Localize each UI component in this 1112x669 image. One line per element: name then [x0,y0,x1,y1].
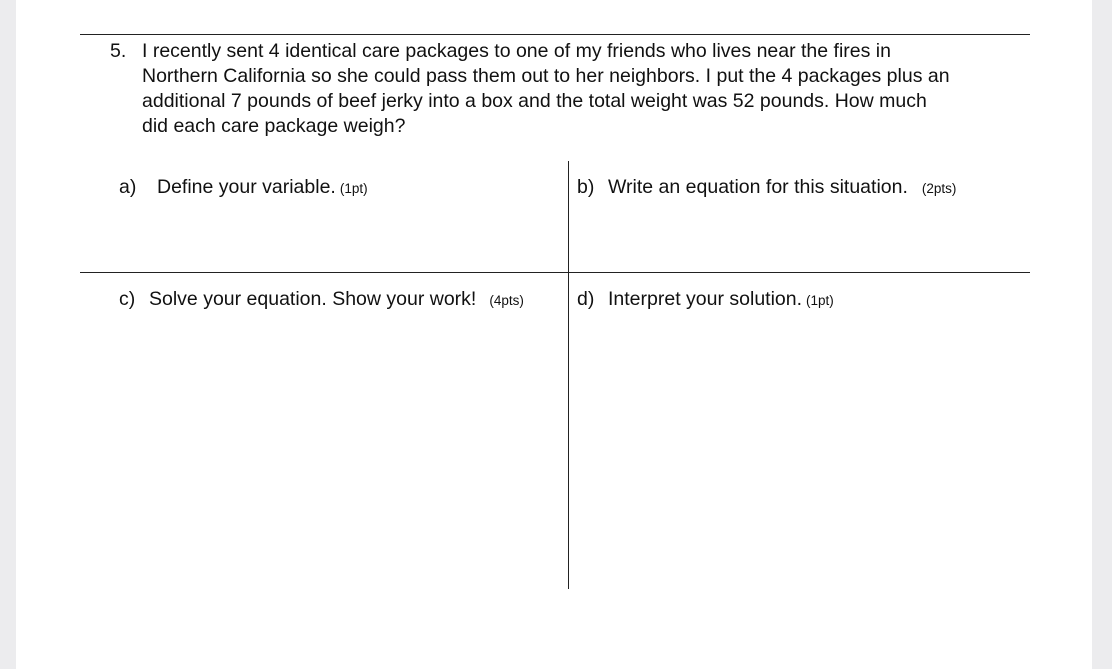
part-b-points: (2pts) [921,181,957,196]
part-d [577,287,834,313]
part-b-prompt: Write an equation for this situation. [608,176,908,198]
part-c-letter: c) [119,288,136,310]
vertical-divider [568,161,569,589]
part-b [577,175,956,201]
horizontal-divider [80,272,1030,273]
part-d-prompt: Interpret your solution. [608,288,803,310]
part-c-prompt: Solve your equation. Show your work! [149,288,477,310]
question-line: Northern California so she could pass them out to her neighbors. I put the 4 packages plus an [142,65,950,87]
part-d-points: (1pt) [806,293,834,308]
part-a-prompt: Define your variable. [157,176,336,198]
question-line: additional 7 pounds of beef jerky into a box and the total weight was 52 pounds. How much [142,90,927,112]
part-a-points: (1pt) [339,181,368,196]
part-d-letter: d) [577,288,595,310]
question-line: did each care package weigh? [142,115,406,137]
part-b-letter: b) [577,176,595,198]
question-line: I recently sent 4 identical care packages to one of my friends who lives near the fires in [142,40,891,62]
part-c-points: (4pts) [489,293,524,308]
part-a [119,175,368,201]
part-a-letter: a) [119,176,137,198]
worksheet-page [16,0,1092,669]
part-c [119,287,524,313]
question-text [142,39,1032,139]
question-number: 5. [110,40,127,62]
top-rule [80,34,1030,35]
